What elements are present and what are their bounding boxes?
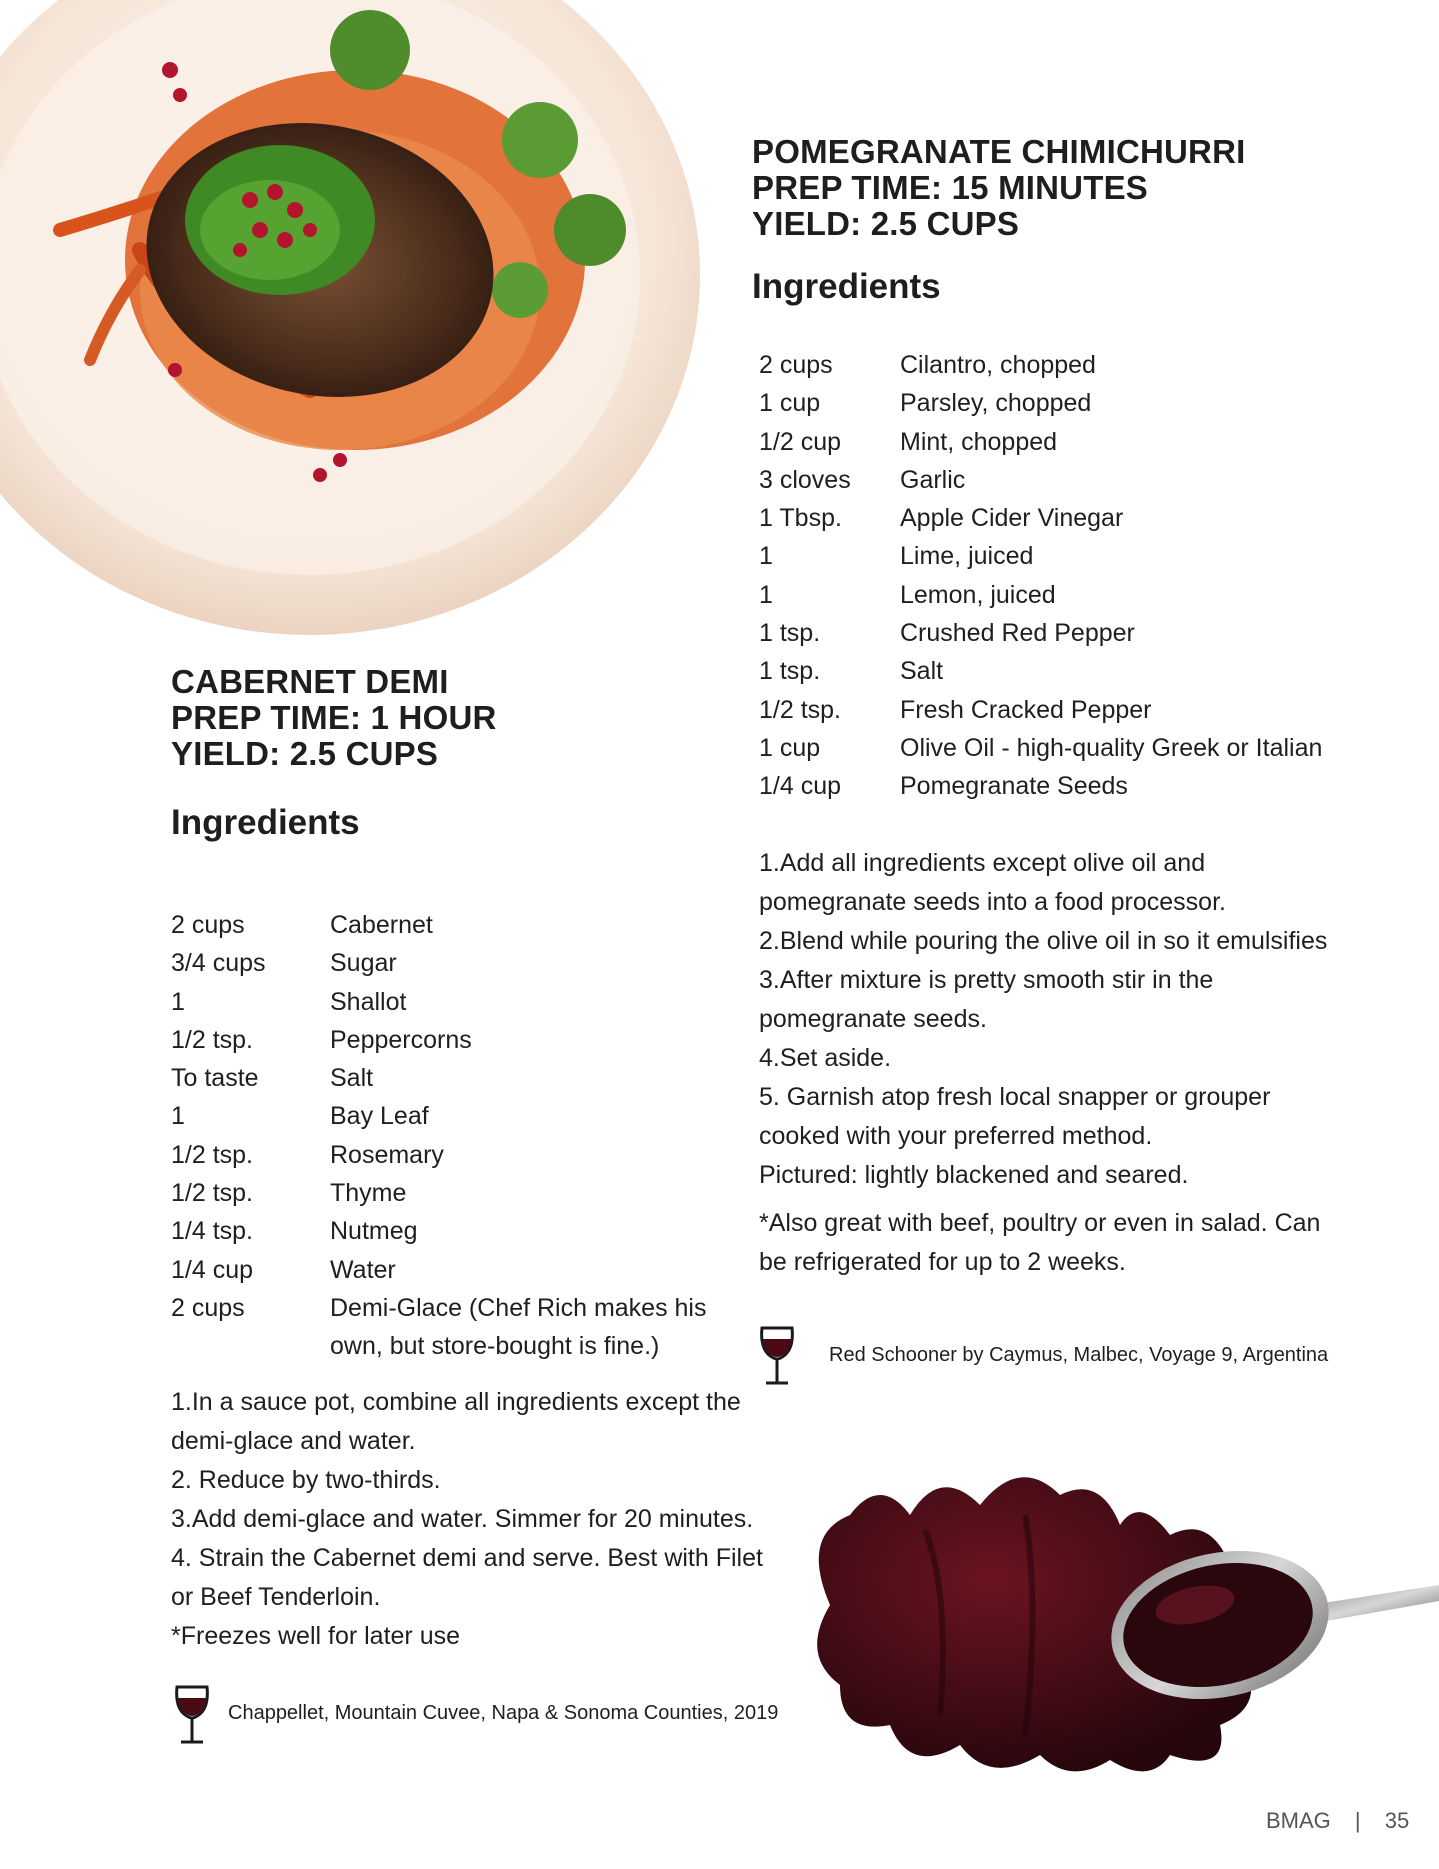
ingredient-row	[759, 652, 1322, 690]
ingredient-quantity: 1 tsp.	[759, 657, 821, 686]
chimichurri-ingredients-table	[759, 346, 1322, 806]
ingredient-quantity: 1/4 cup	[171, 1255, 254, 1284]
ingredient-quantity: 1/4 cup	[759, 772, 842, 801]
ingredient-quantity: 3 cloves	[759, 465, 851, 494]
ingredient-name: Cabernet	[330, 911, 433, 939]
ingredient-name: Nutmeg	[330, 1217, 418, 1246]
ingredient-quantity: 2 cups	[759, 351, 833, 379]
cabernet-title: CABERNET DEMI	[171, 663, 449, 700]
ingredient-name: Apple Cider Vinegar	[900, 504, 1124, 533]
ingredient-row	[171, 1021, 707, 1059]
cabernet-prep-time: PREP TIME: 1 HOUR	[171, 699, 497, 736]
ingredient-quantity: 1 Tbsp.	[759, 504, 842, 533]
ingredient-row	[171, 1251, 707, 1289]
cabernet-header	[171, 664, 497, 772]
ingredient-row	[171, 983, 707, 1021]
cabernet-steps	[171, 1383, 763, 1656]
ingredient-quantity: 2 cups	[171, 1293, 245, 1322]
ingredient-row	[759, 461, 1322, 499]
ingredient-name: Fresh Cracked Pepper	[900, 695, 1152, 724]
cabernet-ingredients-heading: Ingredients	[171, 803, 360, 842]
step-line: cooked with your preferred method.	[759, 1122, 1153, 1150]
ingredient-row	[759, 614, 1322, 652]
ingredient-quantity: 1/2 cup	[759, 427, 842, 456]
step-line: *Freezes well for later use	[171, 1622, 461, 1650]
wine-glass-icon	[172, 1684, 212, 1746]
ingredient-row	[171, 1136, 707, 1174]
ingredient-row	[759, 423, 1322, 461]
note-line: *Also great with beef, poultry or even in salad. Can	[759, 1209, 1321, 1237]
step-line: 3.After mixture is pretty smooth stir in the	[759, 966, 1214, 994]
ingredient-name: Bay Leaf	[330, 1102, 429, 1131]
cabernet-ingredients-table	[171, 906, 707, 1366]
magazine-name: BMAG	[1266, 1808, 1331, 1833]
step-line: Pictured: lightly blackened and seared.	[759, 1161, 1189, 1189]
sauce-spoon-photo	[790, 1455, 1439, 1785]
cabernet-yield: YIELD: 2.5 CUPS	[171, 735, 439, 772]
step-line: 4.Set aside.	[759, 1044, 892, 1072]
page-number: 35	[1384, 1808, 1410, 1833]
ingredient-name: Salt	[330, 1064, 374, 1093]
ingredient-row	[171, 1174, 707, 1212]
step-line: pomegranate seeds into a food processor.	[759, 888, 1226, 916]
ingredient-row	[171, 1327, 707, 1365]
chimichurri-steps	[759, 844, 1327, 1195]
chimichurri-ingredients-heading: Ingredients	[752, 267, 941, 306]
step-line: 2.Blend while pouring the olive oil in so it emulsifies	[759, 927, 1328, 955]
ingredient-row	[759, 767, 1322, 805]
ingredient-name: Peppercorns	[330, 1025, 472, 1054]
ingredient-quantity: 2 cups	[171, 911, 245, 939]
step-line: 1.In a sauce pot, combine all ingredients except the	[171, 1388, 741, 1416]
ingredient-row	[171, 1097, 707, 1135]
plated-fish-photo	[0, 0, 710, 650]
ingredient-row	[759, 499, 1322, 537]
step-line: 1.Add all ingredients except olive oil and	[759, 849, 1206, 877]
ingredient-name: Lemon, juiced	[900, 580, 1056, 609]
cabernet-wine-pairing: Chappellet, Mountain Cuvee, Napa & Sonoma Counties, 2019	[228, 1702, 779, 1724]
ingredient-quantity: To taste	[171, 1064, 259, 1093]
step-line: 5. Garnish atop fresh local snapper or grouper	[759, 1083, 1271, 1111]
ingredient-row	[759, 729, 1322, 767]
chimichurri-wine-pairing: Red Schooner by Caymus, Malbec, Voyage 9, Argentina	[829, 1344, 1329, 1366]
ingredient-row	[759, 384, 1322, 422]
ingredient-name: Sugar	[330, 949, 397, 978]
ingredient-quantity: 3/4 cups	[171, 949, 266, 978]
ingredient-name: own, but store-bought is fine.)	[330, 1332, 660, 1361]
ingredient-name: Salt	[900, 657, 944, 686]
ingredient-name: Crushed Red Pepper	[900, 619, 1135, 648]
ingredient-name: Pomegranate Seeds	[900, 772, 1128, 801]
ingredient-name: Lime, juiced	[900, 542, 1034, 571]
step-line: demi-glace and water.	[171, 1427, 416, 1455]
page-footer	[1266, 1808, 1409, 1834]
ingredient-quantity	[171, 1327, 330, 1365]
note-line: be refrigerated for up to 2 weeks.	[759, 1248, 1126, 1276]
step-line: 4. Strain the Cabernet demi and serve. Best with Filet	[171, 1544, 763, 1572]
ingredient-name: Cilantro, chopped	[900, 351, 1096, 379]
ingredient-name: Demi-Glace (Chef Rich makes his	[330, 1293, 707, 1322]
ingredient-name: Garlic	[900, 465, 966, 494]
ingredient-row	[171, 1289, 707, 1327]
ingredient-quantity: 1/2 tsp.	[171, 1140, 253, 1169]
ingredient-row	[759, 576, 1322, 614]
ingredient-name: Olive Oil - high-quality Greek or Italian	[900, 733, 1323, 762]
ingredient-row	[759, 346, 1322, 384]
ingredient-row	[171, 944, 707, 982]
ingredient-quantity: 1/2 tsp.	[759, 695, 841, 724]
chimichurri-yield: YIELD: 2.5 CUPS	[752, 205, 1020, 242]
ingredient-name: Water	[330, 1255, 396, 1284]
ingredient-quantity: 1 tsp.	[759, 619, 821, 648]
wine-glass-icon	[757, 1325, 797, 1387]
ingredient-quantity: 1/4 tsp.	[171, 1217, 253, 1246]
ingredient-quantity: 1 cup	[759, 733, 821, 762]
ingredient-quantity: 1	[171, 987, 185, 1016]
step-line: or Beef Tenderloin.	[171, 1583, 381, 1611]
ingredient-quantity: 1	[171, 1102, 185, 1131]
ingredient-quantity: 1/2 tsp.	[171, 1179, 253, 1208]
ingredient-name: Rosemary	[330, 1140, 444, 1169]
ingredient-name: Parsley, chopped	[900, 389, 1092, 418]
chimichurri-title: POMEGRANATE CHIMICHURRI	[752, 133, 1246, 170]
step-line: pomegranate seeds.	[759, 1005, 987, 1033]
ingredient-row	[171, 1212, 707, 1250]
ingredient-name: Mint, chopped	[900, 427, 1058, 456]
chimichurri-prep-time: PREP TIME: 15 MINUTES	[752, 169, 1148, 206]
ingredient-quantity: 1/2 tsp.	[171, 1025, 253, 1054]
ingredient-quantity: 1 cup	[759, 389, 821, 418]
ingredient-name: Shallot	[330, 987, 407, 1016]
ingredient-quantity: 1	[759, 542, 773, 571]
chimichurri-note	[759, 1204, 1320, 1282]
step-line: 3.Add demi-glace and water. Simmer for 20 minutes.	[171, 1505, 754, 1533]
ingredient-row	[759, 691, 1322, 729]
ingredient-row	[171, 1059, 707, 1097]
ingredient-row	[759, 537, 1322, 575]
ingredient-name: Thyme	[330, 1179, 407, 1208]
ingredient-row	[171, 906, 707, 944]
ingredient-quantity: 1	[759, 580, 773, 609]
footer-separator: |	[1354, 1808, 1361, 1833]
step-line: 2. Reduce by two-thirds.	[171, 1466, 441, 1494]
chimichurri-header	[752, 134, 1245, 242]
